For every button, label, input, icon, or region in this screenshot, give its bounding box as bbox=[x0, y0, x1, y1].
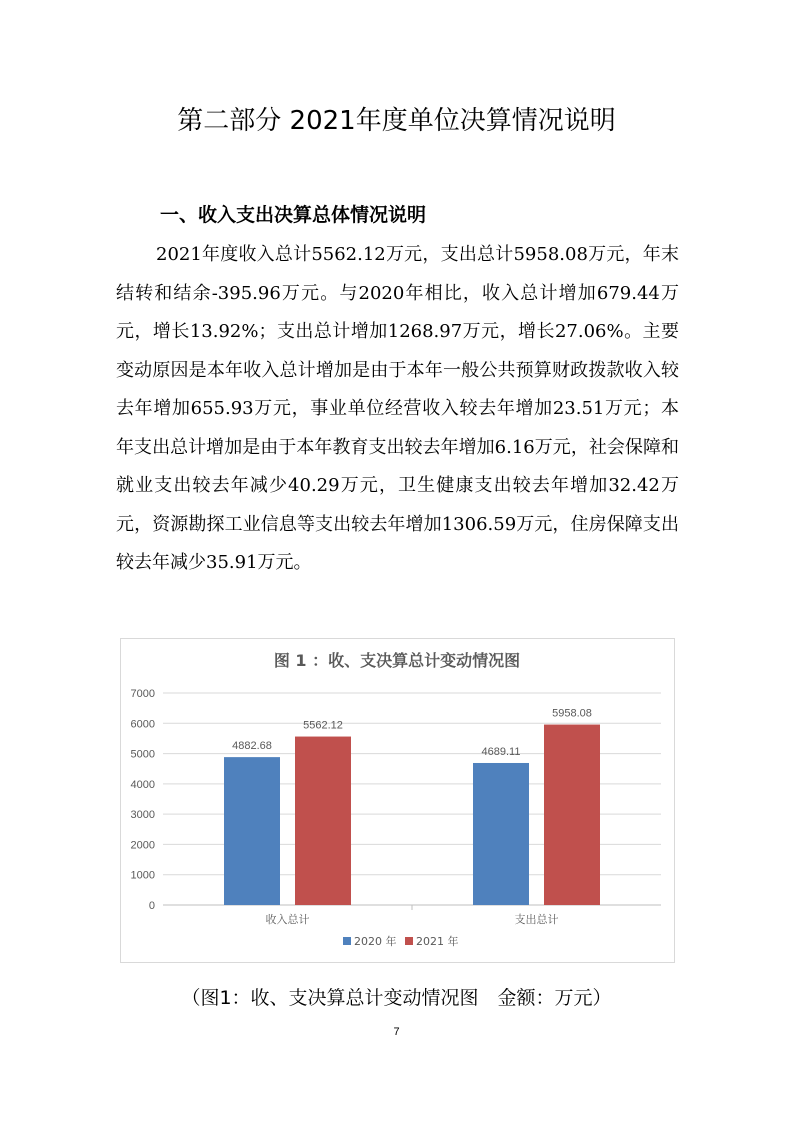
y-tick-label: 2000 bbox=[130, 839, 155, 852]
bar bbox=[544, 725, 600, 905]
page-number: 7 bbox=[393, 1026, 400, 1038]
chart-svg bbox=[121, 639, 674, 962]
bar bbox=[473, 763, 529, 905]
bar bbox=[295, 737, 351, 905]
y-tick-label: 1000 bbox=[130, 869, 155, 882]
bar bbox=[224, 757, 280, 905]
section-heading: 一、收入支出决算总体情况说明 bbox=[160, 204, 427, 226]
legend-label: 2020 年 bbox=[354, 935, 397, 948]
y-tick-label: 7000 bbox=[130, 688, 155, 700]
y-tick-label: 6000 bbox=[130, 718, 155, 731]
legend-swatch bbox=[343, 937, 351, 945]
data-label: 4689.11 bbox=[481, 745, 521, 758]
x-tick-label: 支出总计 bbox=[514, 913, 559, 926]
data-label: 4882.68 bbox=[232, 740, 272, 753]
bar-chart bbox=[120, 638, 675, 963]
chart-title: 图 1 ：收、支决算总计变动情况图 bbox=[273, 651, 521, 670]
page-title: 第二部分 2021年度单位决算情况说明 bbox=[177, 106, 616, 136]
y-tick-label: 3000 bbox=[130, 809, 155, 822]
x-tick-label: 收入总计 bbox=[265, 913, 310, 926]
y-tick-label: 0 bbox=[148, 900, 155, 912]
legend-label: 2021 年 bbox=[416, 935, 459, 948]
data-label: 5958.08 bbox=[552, 707, 592, 720]
data-label: 5562.12 bbox=[303, 719, 343, 732]
y-tick-label: 5000 bbox=[130, 748, 155, 761]
body-paragraph: 2021年度收入总计5562.12万元，支出总计5958.08万元，年末结转和结余-395.96万元。与2020年相比，收入总计增加679.44万元，增长13.92%；支出总计增加1268.97万元，增长27.06%。主要变动原因是本年收入总计增加是由于本年一般公共预算财政拨款收入较去年增加655.93万元，事业单位经营收入较去年增加23.51万元；本年支出总计增加是由于本年教育支出较去年增加6.16万元，社会保障和就业支出较去年减少40.29万元，卫生健康支出较去年增加32.42万元，资源勘探工业信息等支出较去年增加1306.59万元，住房保障支出较去年减少35.91万元。 bbox=[116, 244, 679, 573]
y-tick-label: 4000 bbox=[130, 778, 155, 791]
figure-caption: （图1：收、支决算总计变动情况图 金额：万元） bbox=[181, 987, 612, 1009]
legend-swatch bbox=[405, 937, 413, 945]
